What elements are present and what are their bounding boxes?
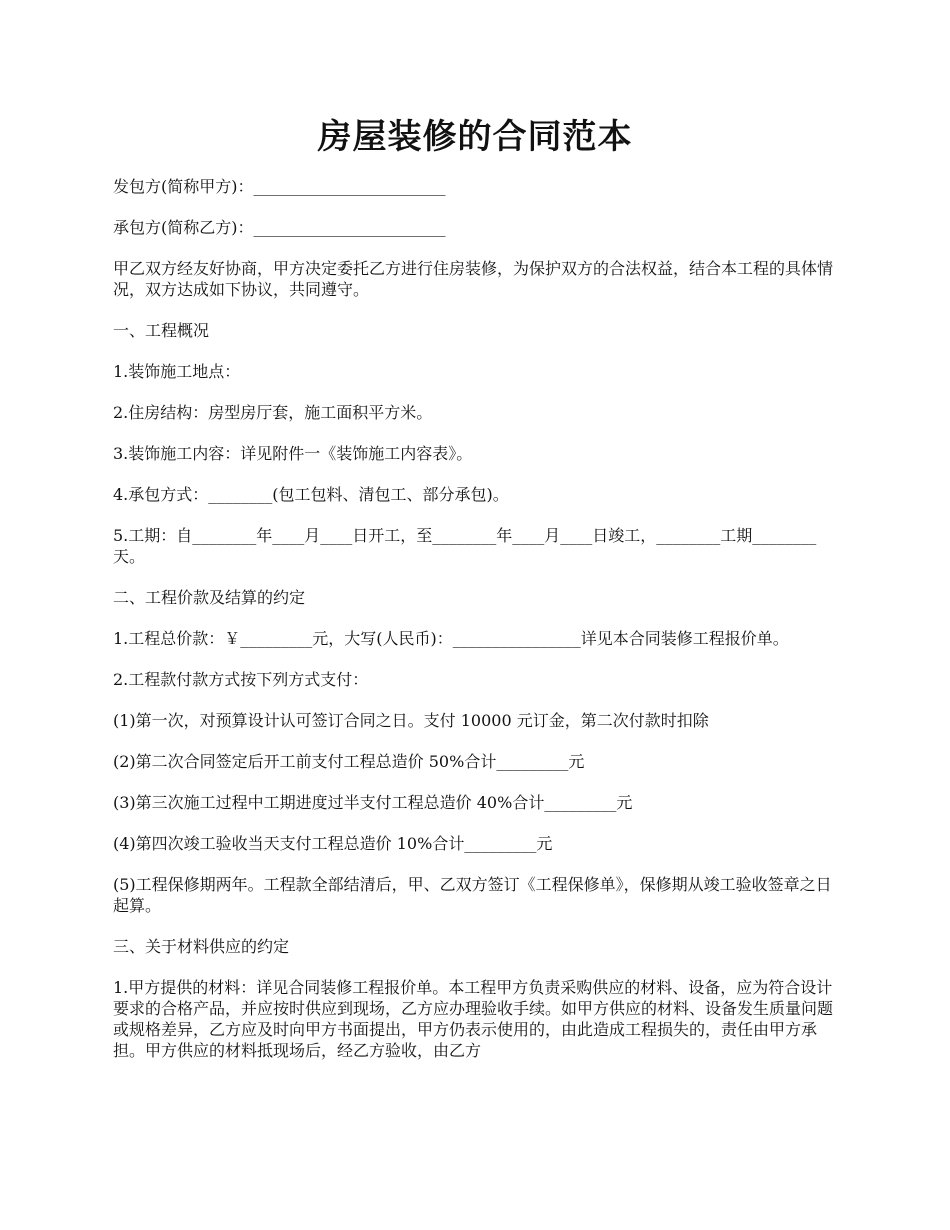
clause-duration: 5.工期：自________年____月____日开工，至________年____月____日竣工，________工期________天。 bbox=[113, 526, 817, 566]
payment-item-4: (4)第四次竣工验收当天支付工程总造价 10%合计_________元 bbox=[113, 834, 553, 853]
party-b-line: 承包方(简称乙方)：________________________ bbox=[113, 218, 446, 237]
clause-location: 1.装饰施工地点： bbox=[113, 362, 241, 381]
section-heading-project-overview: 一、工程概况 bbox=[113, 321, 210, 340]
payment-item-2: (2)第二次合同签定后开工前支付工程总造价 50%合计_________元 bbox=[113, 752, 585, 771]
clause-structure: 2.住房结构：房型房厅套，施工面积平方米。 bbox=[113, 403, 433, 422]
payment-item-3: (3)第三次施工过程中工期进度过半支付工程总造价 40%合计_________元 bbox=[113, 793, 633, 812]
document-body bbox=[113, 176, 843, 1081]
payment-item-5: (5)工程保修期两年。工程款全部结清后，甲、乙双方签订《工程保修单》，保修期从竣工验收签章之日起算。 bbox=[113, 875, 832, 915]
payment-item-1: (1)第一次，对预算设计认可签订合同之日。支付 10000 元订金，第二次付款时扣除 bbox=[113, 711, 709, 730]
party-a-line: 发包方(简称甲方)：________________________ bbox=[113, 177, 446, 196]
section-heading-price-settlement: 二、工程价款及结算的约定 bbox=[113, 588, 306, 607]
document-title: 房屋装修的合同范本 bbox=[317, 117, 633, 157]
clause-contract-method: 4.承包方式：________(包工包料、清包工、部分承包)。 bbox=[113, 485, 509, 504]
clause-materials-party-a: 1.甲方提供的材料：详见合同装修工程报价单。本工程甲方负责采购供应的材料、设备，应为符合设计要求的合格产品，并应按时供应到现场，乙方应办理验收手续。如甲方供应的材料、设备发生质量问题或规格差异，乙方应及时向甲方书面提出，甲方仍表示使用的，由此造成工程损失的，责任由甲方承担。甲方供应的材料抵现场后，经乙方验收，由乙方 bbox=[113, 978, 834, 1060]
clause-payment-method: 2.工程款付款方式按下列方式支付： bbox=[113, 670, 369, 689]
intro-paragraph: 甲乙双方经友好协商，甲方决定委托乙方进行住房装修，为保护双方的合法权益，结合本工程的具体情况，双方达成如下协议，共同遵守。 bbox=[113, 259, 834, 299]
clause-total-price: 1.工程总价款：￥_________元，大写(人民币)：________________详见本合同装修工程报价单。 bbox=[113, 629, 789, 648]
section-heading-materials: 三、关于材料供应的约定 bbox=[113, 937, 290, 956]
clause-content: 3.装饰施工内容：详见附件一《装饰施工内容表》。 bbox=[113, 444, 473, 463]
